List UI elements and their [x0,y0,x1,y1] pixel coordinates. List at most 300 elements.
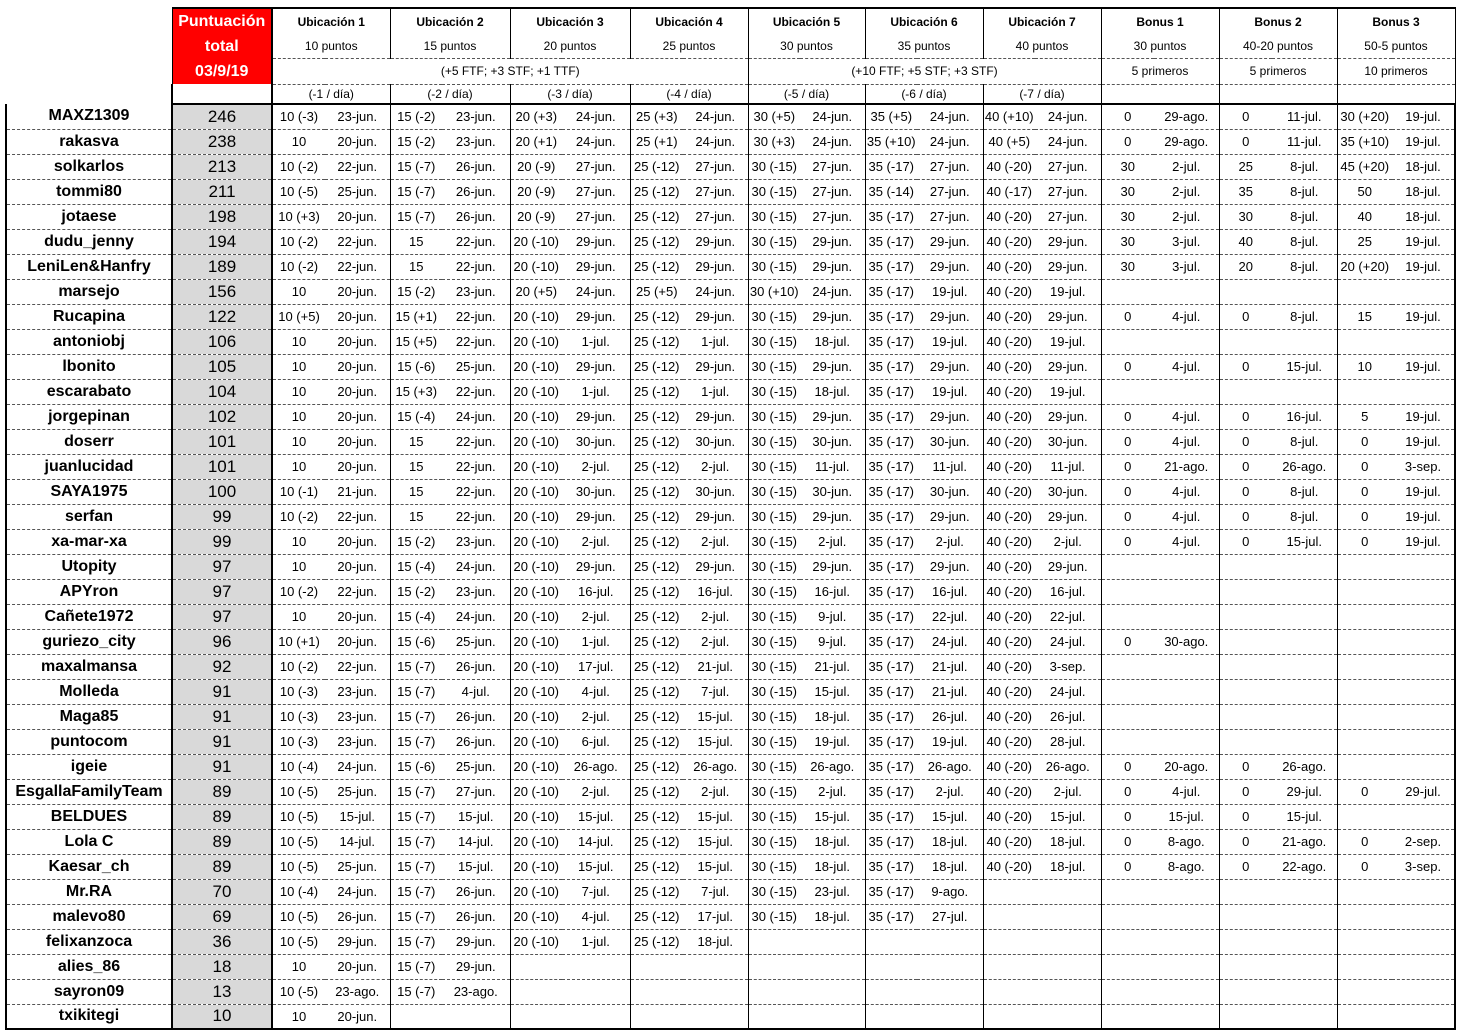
cell-date: 24-jun. [683,129,748,154]
cell-points: 15 (-7) [390,904,442,929]
cell-points: 0 [1219,404,1272,429]
cell-points: 30 (-15) [748,154,800,179]
cell-date: 29-jun. [800,304,865,329]
cell-date: 1-jul. [562,629,630,654]
cell-date: 23-jun. [325,104,390,129]
cell-points: 25 (+3) [630,104,683,129]
table-row [6,329,1455,354]
cell-points: 10 (-2) [272,579,325,604]
cell-date: 7-jul. [683,679,748,704]
cell-points [510,1004,562,1029]
cell-date: 27-jun. [442,779,510,804]
cell-points: 10 (-5) [272,904,325,929]
cell-date: 22-jul. [1035,604,1101,629]
cell-points: 10 (-2) [272,654,325,679]
cell-points: 10 (-5) [272,179,325,204]
cell-points [1337,604,1392,629]
cell-date: 15-jul. [683,804,748,829]
player-total: 104 [172,379,272,404]
cell-date: 29-jun. [917,354,983,379]
cell-date [1154,729,1219,754]
total-score-header-bottom [172,84,272,104]
cell-points: 20 (-10) [510,504,562,529]
table-row [6,129,1455,154]
cell-date [1392,954,1455,979]
cell-points: 15 (+5) [390,329,442,354]
cell-points [1219,554,1272,579]
cell-date: 22-jun. [442,329,510,354]
cell-points: 10 [272,954,325,979]
total-score-header [172,8,272,84]
cell-date: 4-jul. [1154,354,1219,379]
cell-points: 35 (-17) [865,429,917,454]
cell-date: 18-jul. [800,829,865,854]
cell-date [1154,1004,1219,1029]
cell-points: 10 [272,404,325,429]
bonus-decay-blank [1337,84,1455,104]
cell-date: 27-jun. [1035,154,1101,179]
cell-date: 29-jun. [800,354,865,379]
cell-points: 20 (-10) [510,854,562,879]
cell-date: 3-jul. [1154,254,1219,279]
cell-points: 20 (+20) [1337,254,1392,279]
cell-points [1337,954,1392,979]
cell-date: 24-jul. [917,629,983,654]
cell-date [1392,654,1455,679]
cell-date: 2-jul. [1035,779,1101,804]
cell-points: 35 (-17) [865,404,917,429]
cell-date: 7-jul. [562,879,630,904]
cell-points: 15 (-6) [390,629,442,654]
cell-date: 18-jul. [1392,179,1455,204]
cell-points: 40 (-20) [983,354,1035,379]
location-points: 30 puntos [748,35,865,58]
cell-date: 16-jul. [917,579,983,604]
cell-points: 10 (-3) [272,679,325,704]
table-row [6,1004,1455,1029]
cell-date [1392,629,1455,654]
cell-points: 25 (-12) [630,204,683,229]
cell-date: 30-jun. [800,429,865,454]
cell-date [1272,279,1337,304]
cell-date: 19-jul. [917,279,983,304]
cell-points: 0 [1219,779,1272,804]
cell-date: 19-jul. [917,329,983,354]
cell-date: 20-jun. [325,529,390,554]
cell-points: 20 (-10) [510,829,562,854]
cell-points: 15 (+3) [390,379,442,404]
table-row [6,354,1455,379]
cell-date: 24-jun. [800,104,865,129]
header-blank [6,8,172,104]
cell-points: 25 (-12) [630,654,683,679]
cell-date: 20-jun. [325,129,390,154]
cell-date [1154,654,1219,679]
cell-points: 35 (-17) [865,579,917,604]
cell-date: 20-jun. [325,554,390,579]
cell-points: 25 (-12) [630,529,683,554]
cell-points: 40 (-20) [983,804,1035,829]
cell-points [1219,729,1272,754]
cell-date: 26-ago. [1272,454,1337,479]
cell-date: 2-jul. [562,529,630,554]
cell-points: 0 [1337,529,1392,554]
cell-points: 40 (-20) [983,554,1035,579]
cell-points: 20 [1219,254,1272,279]
cell-date: 29-jun. [917,229,983,254]
cell-points [630,979,683,1004]
cell-points: 10 [272,354,325,379]
cell-date: 26-jun. [442,204,510,229]
cell-date: 2-jul. [917,779,983,804]
cell-points [1219,279,1272,304]
bonus-points: 50-5 puntos [1337,35,1455,58]
cell-date: 27-jul. [917,904,983,929]
cell-date [1272,329,1337,354]
cell-points: 20 (-10) [510,579,562,604]
cell-date [1272,604,1337,629]
cell-date: 15-jul. [442,854,510,879]
cell-points: 10 (+3) [272,204,325,229]
cell-date [1272,904,1337,929]
cell-date: 29-jun. [1035,404,1101,429]
cell-date: 24-jun. [917,104,983,129]
cell-date: 24-jul. [1035,679,1101,704]
cell-date: 29-jun. [683,554,748,579]
cell-date: 20-jun. [325,404,390,429]
cell-date [562,1004,630,1029]
player-name: sayron09 [6,979,172,1004]
cell-points: 35 (-17) [865,204,917,229]
cell-date [1392,729,1455,754]
cell-date: 1-jul. [683,329,748,354]
player-name: solkarlos [6,154,172,179]
cell-points: 0 [1219,454,1272,479]
cell-date: 20-jun. [325,454,390,479]
cell-points: 30 (-15) [748,529,800,554]
cell-date: 24-jun. [325,879,390,904]
cell-points [1337,754,1392,779]
cell-points: 35 (-17) [865,379,917,404]
cell-points: 30 (+20) [1337,104,1392,129]
cell-points: 10 [1337,354,1392,379]
player-name: SAYA1975 [6,479,172,504]
player-name: igeie [6,754,172,779]
cell-points [630,1004,683,1029]
cell-points: 15 (-2) [390,279,442,304]
cell-points: 0 [1101,504,1154,529]
location-header: Ubicación 4 [630,8,748,35]
cell-date: 19-jul. [1392,479,1455,504]
cell-points: 0 [1337,479,1392,504]
cell-points: 15 (-4) [390,404,442,429]
cell-date: 29-jul. [1272,779,1337,804]
cell-points: 25 (-12) [630,829,683,854]
table-row [6,729,1455,754]
cell-date: 21-jun. [325,479,390,504]
cell-points: 20 (-10) [510,779,562,804]
cell-date: 14-jul. [325,829,390,854]
cell-points: 30 (-15) [748,454,800,479]
cell-date [1035,954,1101,979]
cell-points: 30 (-15) [748,204,800,229]
cell-points [1219,879,1272,904]
cell-points: 50 [1337,179,1392,204]
table-row [6,704,1455,729]
cell-date: 30-jun. [1035,479,1101,504]
cell-points: 10 (-1) [272,479,325,504]
cell-points: 30 (-15) [748,629,800,654]
cell-date: 20-ago. [1154,754,1219,779]
cell-date: 9-jul. [800,604,865,629]
cell-points: 10 (-3) [272,729,325,754]
player-name: Rucapina [6,304,172,329]
cell-date: 24-jun. [562,129,630,154]
cell-date: 2-jul. [1154,204,1219,229]
cell-points: 40 (-20) [983,404,1035,429]
cell-date: 8-jul. [1272,204,1337,229]
cell-date: 26-jun. [442,904,510,929]
cell-date [800,979,865,1004]
cell-date: 18-jul. [917,829,983,854]
player-name: EsgallaFamilyTeam [6,779,172,804]
cell-date [1392,1004,1455,1029]
location-points: 15 puntos [390,35,510,58]
cell-date: 26-ago. [800,754,865,779]
cell-points: 30 (-15) [748,704,800,729]
cell-date: 27-jun. [800,179,865,204]
cell-date: 24-jun. [442,404,510,429]
cell-points [1101,929,1154,954]
cell-date: 18-jul. [1035,829,1101,854]
cell-points: 5 [1337,404,1392,429]
player-name: LeniLen&Hanfry [6,254,172,279]
cell-date [1392,904,1455,929]
cell-points: 20 (-10) [510,354,562,379]
cell-points: 20 (-10) [510,904,562,929]
cell-date: 23-jun. [442,529,510,554]
cell-points [1219,629,1272,654]
cell-date: 4-jul. [1154,479,1219,504]
player-name: BELDUES [6,804,172,829]
cell-date: 29-jun. [683,254,748,279]
cell-points: 40 (-20) [983,329,1035,354]
cell-points [1219,954,1272,979]
player-total: 101 [172,429,272,454]
cell-date: 18-jul. [1392,154,1455,179]
cell-points [1101,279,1154,304]
cell-points: 15 (-7) [390,154,442,179]
cell-date: 20-jun. [325,329,390,354]
player-total: 13 [172,979,272,1004]
cell-points: 15 (-2) [390,579,442,604]
cell-points: 35 (-17) [865,654,917,679]
table-row [6,229,1455,254]
cell-date: 30-ago. [1154,629,1219,654]
cell-points [1219,704,1272,729]
table-row [6,654,1455,679]
cell-points: 10 (-5) [272,804,325,829]
cell-points [983,954,1035,979]
cell-date [562,979,630,1004]
player-total: 101 [172,454,272,479]
cell-points: 20 (-10) [510,379,562,404]
bonus-header: Bonus 2 [1219,8,1337,35]
cell-date [1272,679,1337,704]
player-total: 97 [172,579,272,604]
cell-date: 15-jul. [562,854,630,879]
cell-date: 19-jul. [1392,429,1455,454]
cell-date: 22-jun. [442,479,510,504]
cell-date: 3-jul. [1154,229,1219,254]
cell-date: 22-jun. [442,304,510,329]
cell-points: 0 [1219,504,1272,529]
location-decay: (-4 / día) [630,84,748,104]
player-name: lbonito [6,354,172,379]
cell-points: 30 (-15) [748,754,800,779]
cell-points: 15 (-7) [390,954,442,979]
location-decay: (-6 / día) [865,84,983,104]
cell-points: 10 (-3) [272,104,325,129]
cell-date: 19-jul. [1392,404,1455,429]
cell-points: 0 [1101,779,1154,804]
cell-points [1101,979,1154,1004]
cell-points: 35 [1219,179,1272,204]
cell-date: 30-jun. [800,479,865,504]
table-row [6,479,1455,504]
cell-date: 4-jul. [1154,529,1219,554]
cell-date: 2-jul. [683,629,748,654]
cell-date: 24-jun. [1035,129,1101,154]
cell-points: 0 [1219,529,1272,554]
cell-date: 22-jun. [325,579,390,604]
cell-points: 30 (-15) [748,179,800,204]
cell-points: 30 (+10) [748,279,800,304]
cell-points: 35 (-17) [865,904,917,929]
cell-date: 20-jun. [325,1004,390,1029]
cell-points: 25 (-12) [630,154,683,179]
cell-date: 21-ago. [1272,829,1337,854]
cell-date [1272,979,1337,1004]
cell-date: 24-jun. [562,104,630,129]
cell-points: 25 [1337,229,1392,254]
cell-points: 15 (-7) [390,179,442,204]
cell-date: 26-ago. [683,754,748,779]
cell-points: 35 (-17) [865,354,917,379]
cell-date: 25-jun. [325,854,390,879]
cell-points [1101,904,1154,929]
cell-date: 20-jun. [325,204,390,229]
cell-points [1337,279,1392,304]
cell-points [1219,979,1272,1004]
cell-date: 29-jun. [683,354,748,379]
cell-points: 20 (-10) [510,804,562,829]
cell-points: 35 (-17) [865,154,917,179]
cell-date: 1-jul. [562,379,630,404]
cell-date: 26-jun. [442,154,510,179]
cell-date: 7-jul. [683,879,748,904]
cell-date: 6-jul. [562,729,630,754]
cell-points: 40 (-20) [983,254,1035,279]
cell-points: 0 [1337,454,1392,479]
cell-points: 0 [1337,829,1392,854]
cell-date: 4-jul. [442,679,510,704]
location-header: Ubicación 3 [510,8,630,35]
cell-date: 26-jun. [442,879,510,904]
cell-points: 25 (-12) [630,454,683,479]
cell-date: 22-jun. [442,379,510,404]
cell-date: 26-ago. [562,754,630,779]
cell-points: 40 (-20) [983,379,1035,404]
cell-date: 22-jun. [325,229,390,254]
cell-points: 30 (-15) [748,329,800,354]
location-header: Ubicación 5 [748,8,865,35]
cell-date [917,954,983,979]
cell-date: 18-jul. [1392,204,1455,229]
cell-points: 40 (-17) [983,179,1035,204]
cell-points: 25 (-12) [630,554,683,579]
cell-date: 24-jun. [442,554,510,579]
cell-date: 20-jun. [325,629,390,654]
cell-points: 35 (-17) [865,529,917,554]
cell-points: 30 [1101,229,1154,254]
cell-date [1392,554,1455,579]
cell-date: 29-jul. [1392,779,1455,804]
cell-points: 30 (-15) [748,729,800,754]
player-name: xa-mar-xa [6,529,172,554]
cell-points [865,954,917,979]
cell-date [800,1004,865,1029]
player-name: jorgepinan [6,404,172,429]
cell-date: 22-jun. [325,154,390,179]
cell-points: 30 (+3) [748,129,800,154]
bonus-points: 40-20 puntos [1219,35,1337,58]
cell-date [1272,629,1337,654]
player-name: juanlucidad [6,454,172,479]
cell-points: 30 (-15) [748,504,800,529]
cell-date: 18-jul. [683,929,748,954]
cell-points: 20 (-10) [510,229,562,254]
cell-points: 30 (-15) [748,779,800,804]
cell-points [1337,1004,1392,1029]
cell-date: 23-ago. [442,979,510,1004]
cell-date: 21-jul. [800,654,865,679]
cell-date: 19-jul. [917,729,983,754]
cell-points: 20 (-10) [510,329,562,354]
cell-points [748,954,800,979]
cell-points: 15 (-2) [390,104,442,129]
bonus-decay-blank [1219,84,1337,104]
cell-date: 19-jul. [1392,104,1455,129]
cell-points: 40 (-20) [983,704,1035,729]
cell-date: 1-jul. [683,379,748,404]
cell-date: 27-jun. [683,204,748,229]
cell-points: 25 (-12) [630,504,683,529]
cell-date: 26-jun. [442,729,510,754]
player-total: 36 [172,929,272,954]
cell-date [683,979,748,1004]
table-row [6,929,1455,954]
location-points: 10 puntos [272,35,390,58]
cell-points: 25 (-12) [630,629,683,654]
header-row-titles [6,8,1455,35]
cell-date: 8-jul. [1272,179,1337,204]
cell-points: 0 [1219,104,1272,129]
cell-points: 40 (-20) [983,779,1035,804]
cell-points: 10 [272,329,325,354]
table-row [6,879,1455,904]
cell-date: 4-jul. [562,904,630,929]
